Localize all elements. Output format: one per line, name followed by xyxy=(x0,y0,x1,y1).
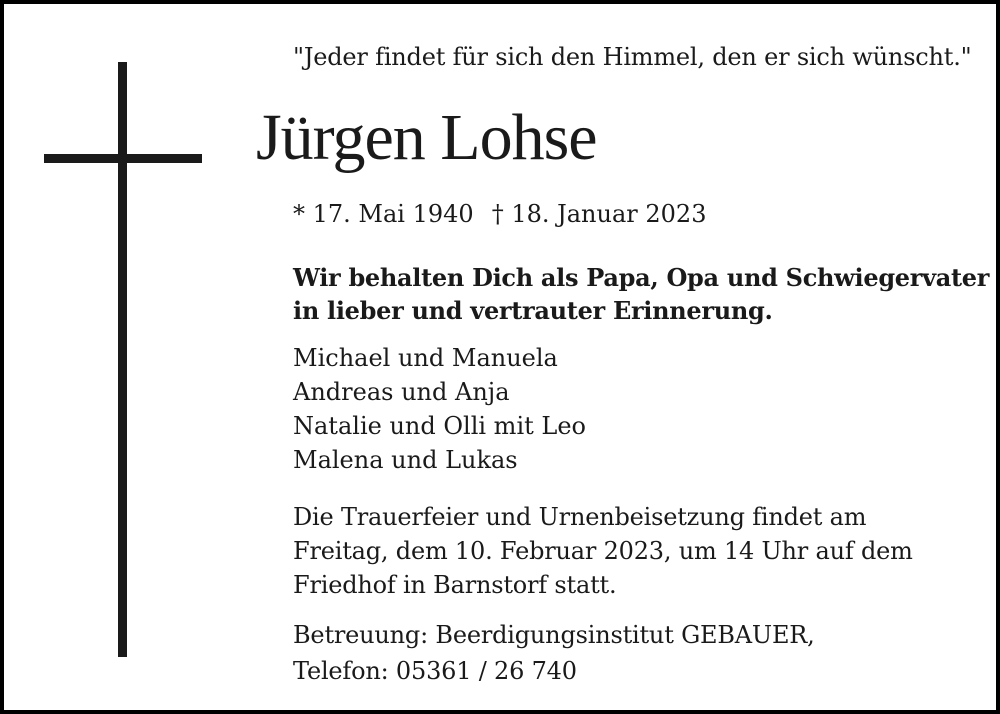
cross-vertical-bar xyxy=(118,62,127,657)
family-member: Michael und Manuela xyxy=(293,344,558,372)
family-member: Natalie und Olli mit Leo xyxy=(293,412,586,440)
remembrance-line: Wir behalten Dich als Papa, Opa und Schwiegervater xyxy=(293,263,990,292)
death-date: † 18. Januar 2023 xyxy=(491,200,707,228)
family-member: Malena und Lukas xyxy=(293,446,518,474)
ceremony-line: Die Trauerfeier und Urnenbeisetzung findet am xyxy=(293,503,867,531)
family-list xyxy=(293,341,586,477)
remembrance-line: in lieber und vertrauter Erinnerung. xyxy=(293,296,773,325)
family-member: Andreas und Anja xyxy=(293,378,510,406)
ceremony-line: Friedhof in Barnstorf statt. xyxy=(293,571,617,599)
funeral-home-info xyxy=(293,617,815,689)
ceremony-info xyxy=(293,500,913,602)
cross-horizontal-bar xyxy=(44,154,202,163)
funeral-home-name: Betreuung: Beerdigungsinstitut GEBAUER, xyxy=(293,621,815,649)
epitaph-quote: "Jeder findet für sich den Himmel, den er sich wünscht." xyxy=(293,43,972,71)
life-dates xyxy=(293,200,706,228)
ceremony-line: Freitag, dem 10. Februar 2023, um 14 Uhr auf dem xyxy=(293,537,913,565)
deceased-name: Jürgen Lohse xyxy=(256,101,597,174)
remembrance-text xyxy=(293,261,989,327)
birth-date: * 17. Mai 1940 xyxy=(293,200,474,228)
funeral-home-phone: Telefon: 05361 / 26 740 xyxy=(293,657,577,685)
